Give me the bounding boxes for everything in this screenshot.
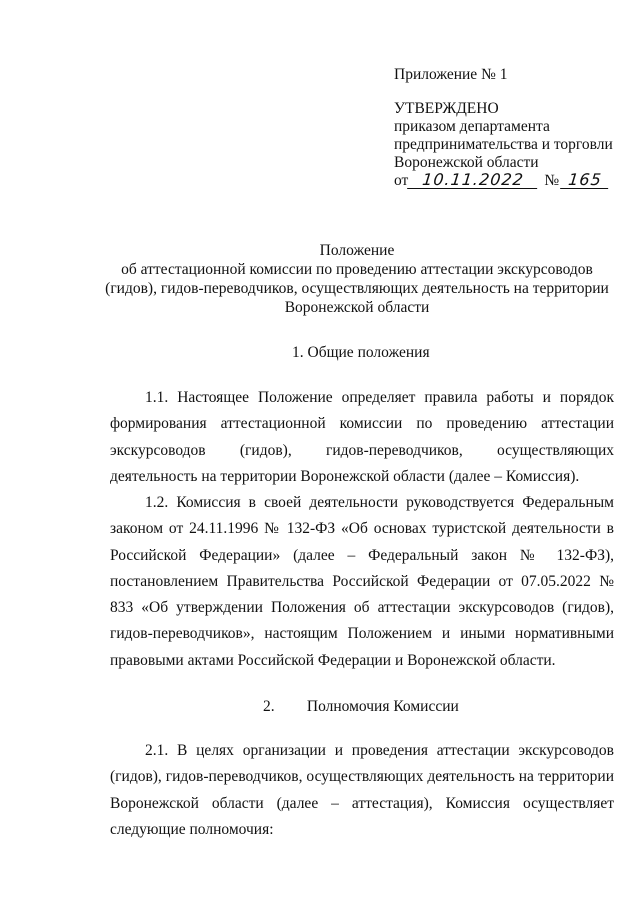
section-number: 2. <box>263 698 275 715</box>
paragraph-2-1: 2.1. В целях организации и проведения аттестации экскурсоводов (гидов), гидов-переводчиков, осуществляющих деятельность на территории Воронежской области (далее – аттестация), Комиссия осуществляет следующие полномочия: <box>110 742 614 838</box>
section-heading-powers <box>263 698 459 716</box>
order-line: предпринимательства и торговли <box>394 136 613 153</box>
approval-stamp-block <box>394 66 634 190</box>
title-line: об аттестационной комиссии по проведению аттестации экскурсоводов <box>121 261 593 278</box>
section-heading-general: 1. Общие положения <box>292 344 430 361</box>
number-label: № <box>544 172 560 189</box>
appendix-label: Приложение № 1 <box>394 66 508 83</box>
order-date-line <box>394 172 634 190</box>
document-title <box>90 241 624 317</box>
title-line: (гидов), гидов-переводчиков, осуществляющих деятельность на территории <box>105 280 609 297</box>
order-line: приказом департамента <box>394 118 550 135</box>
approved-label: УТВЕРЖДЕНО <box>394 100 499 117</box>
order-line: Воронежской области <box>394 154 539 171</box>
paragraph-1-1: 1.1. Настоящее Положение определяет правила работы и порядок формирования аттестационной комиссии по проведению аттестации экскурсоводов (гидов), гидов-переводчиков, осуществляющих деятельность на территории Воронежской области (далее – Комиссия). <box>110 389 614 485</box>
paragraph-1-2: 1.2. Комиссия в своей деятельности руководствуется Федеральным законом от 24.11.1996 № 132-ФЗ «Об основах туристской деятельности в Российской Федерации» (далее – Федеральный закон № 132-ФЗ), постановлением Правительства Российской Федерации от 07.05.2022 № 833 «Об утверждении Положения об аттестации экскурсоводов (гидов), гидов-переводчиков», настоящим Положением и иными нормативными правовыми актами Российской Федерации и Воронежской области. <box>110 494 614 669</box>
order-issuer <box>394 118 634 172</box>
date-prefix: от <box>394 172 409 189</box>
handwritten-date: 10.11.2022 <box>407 172 539 189</box>
title-line: Воронежской области <box>284 299 430 316</box>
title-line: Положение <box>319 242 395 259</box>
section-title: Полномочия Комиссии <box>306 698 459 715</box>
handwritten-number: 165 <box>560 172 610 189</box>
